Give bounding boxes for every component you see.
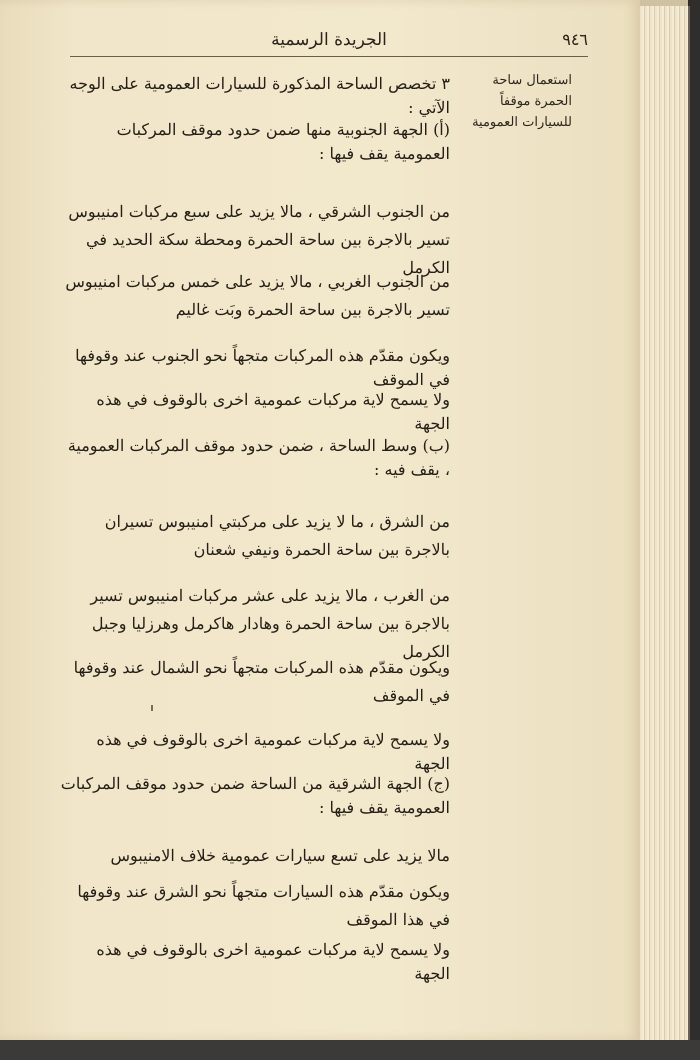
paragraph-intro: ٣ تخصص الساحة المذكورة للسيارات العمومية على الوجه الآتي : — [69, 74, 450, 117]
paragraph-a-southeast: من الجنوب الشرقي ، مالا يزيد على سبع مركبات امنيبوس تسير بالاجرة بين ساحة الحمرة ومحطة سكة الحديد في الكرمل — [68, 202, 450, 277]
book-cover-bottom — [0, 1040, 700, 1060]
paragraph-a: (أ) الجهة الجنوبية منها ضمن حدود موقف المركبات العمومية يقف فيها : — [116, 120, 450, 163]
pen-mark — [151, 705, 153, 711]
paragraph-c-restriction: ولا يسمح لاية مركبات عمومية اخرى بالوقوف في هذه الجهة — [96, 940, 450, 983]
paragraph-b: (ب) وسط الساحة ، ضمن حدود موقف المركبات العمومية ، يقف فيه : — [67, 436, 450, 479]
paragraph-c-limit: مالا يزيد على تسع سيارات عمومية خلاف الامنيبوس — [110, 846, 450, 865]
paragraph-a-restriction: ولا يسمح لاية مركبات عمومية اخرى بالوقوف في هذه الجهة — [96, 390, 450, 433]
paragraph-c-orientation: ويكون مقدّم هذه السيارات متجهاً نحو الشرق عند وقوفها في هذا الموقف — [77, 882, 450, 929]
paragraph-b-east: من الشرق ، ما لا يزيد على مركبتي امنيبوس تسيران بالاجرة بين ساحة الحمرة ونيفي شعنان — [104, 512, 450, 559]
page-header — [70, 30, 588, 57]
paragraph-a-southwest: من الجنوب الغربي ، مالا يزيد على خمس مركبات امنيبوس تسير بالاجرة بين ساحة الحمرة وبَت غاليم — [65, 272, 450, 319]
paragraph-a-orientation: ويكون مقدّم هذه المركبات متجهاً نحو الجنوب عند وقوفها في الموقف — [75, 346, 450, 389]
paragraph-c: (ج) الجهة الشرقية من الساحة ضمن حدود موقف المركبات العمومية يقف فيها : — [60, 774, 450, 817]
paragraph-b-orientation: ويكون مقدّم هذه المركبات متجهاً نحو الشمال عند وقوفها في الموقف — [73, 658, 450, 705]
page-number: ٩٤٦ — [562, 30, 588, 49]
margin-note: استعمال ساحة الحمرة موقفاً للسيارات العمومية — [472, 73, 572, 130]
paragraph-b-restriction: ولا يسمح لاية مركبات عمومية اخرى بالوقوف في هذه الجهة — [96, 730, 450, 773]
paragraph-b-west: من الغرب ، مالا يزيد على عشر مركبات امنيبوس تسير بالاجرة بين ساحة الحمرة وهادار هاكرمل وهرزليا وجبل الكرمل — [90, 586, 450, 661]
running-title: الجريدة الرسمية — [271, 30, 387, 50]
